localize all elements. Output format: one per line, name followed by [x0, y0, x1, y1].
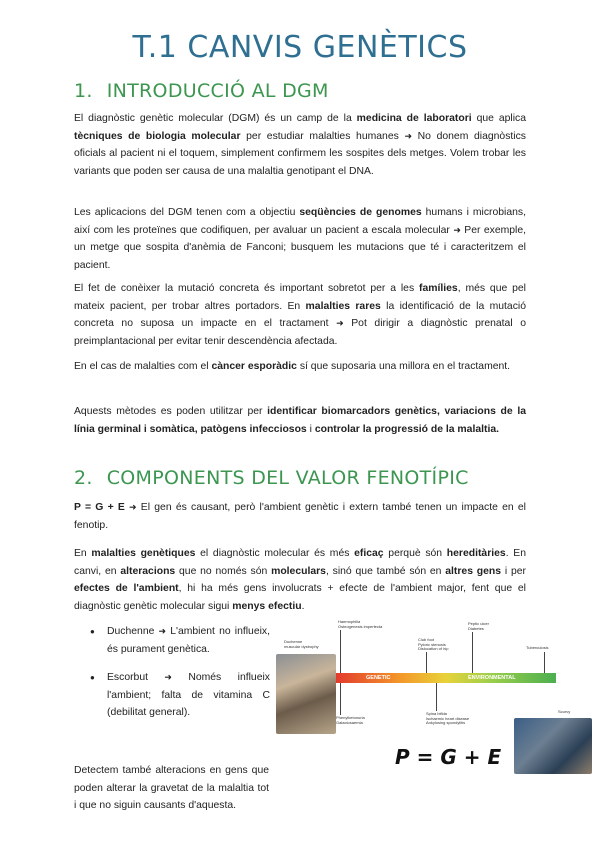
label-haemophilia: Haemophilia Osteogenesis imperfecta [338, 619, 383, 629]
section-1-title: INTRODUCCIÓ AL DGM [106, 80, 329, 102]
genetic-environmental-figure [276, 618, 592, 748]
section-2-title: COMPONENTS DEL VALOR FENOTÍPIC [106, 467, 469, 489]
arrow-icon: ➜ [158, 626, 167, 636]
examples-list [90, 623, 270, 733]
label-peptic-ulcer: Peptic ulcer Diabetes [468, 621, 489, 631]
label-duchenne: Duchenne muscular dystrophy [284, 639, 319, 649]
list-item: ● Duchenne ➜ L'ambient no influeix, és purament genètica. [90, 623, 270, 658]
phenotype-paragraph-1: P = G + E ➜ El gen és causant, però l'ambient genètic i extern també tenen un impacte en el fenotip. [74, 502, 526, 531]
wheelchair-photo [276, 654, 336, 734]
arrow-icon: ➜ [129, 502, 137, 512]
bar-label-environmental: ENVIRONMENTAL [468, 675, 516, 681]
label-scurvy: Scurvy [558, 709, 571, 714]
phenotype-paragraph-3: Detectem també alteracions en gens que poden alterar la gravetat de la malaltia tot i que no siguin causants d'aquesta. [74, 765, 269, 812]
section-1-number: 1. [74, 80, 93, 102]
arrow-icon: ➜ [164, 672, 172, 683]
label-club-foot: Club foot Pyloric stenosis Dislocation of hip [418, 637, 449, 652]
intro-paragraph-2: Les aplicacions del DGM tenen com a objectiu seqüències de genomes humans i microbians, així com les proteïnes que codifiquen, per avaluar un pacient a escala molecular ➜ Per exemple, un metge que sospita d'anèmia de Fanconi; busquem les mutacions que té i caracteritzem el pacient. [74, 207, 527, 271]
equation-p-g-e: P = G + E [395, 745, 502, 769]
arrow-icon: ➜ [336, 318, 344, 329]
section-2-number: 2. [74, 467, 93, 489]
page-title: T.1 CANVIS GENÈTICS [132, 30, 468, 65]
tick-phenylketonuria [340, 683, 341, 715]
tick-haemophilia [340, 630, 341, 673]
label-tuberculosis: Tuberculosis [526, 645, 549, 650]
phenotype-paragraph-2: En malalties genètiques el diagnòstic molecular és més eficaç perquè són hereditàries. En canvi, en alteracions que no només són moleculars, sinó que també són en altres gens i per efectes de l'ambient, hi ha més gens involucrats + efecte de l'ambient major, fent que el diagnòstic genètic molecular sigui menys efectiu. [74, 548, 527, 612]
tick-spina-bifida [436, 683, 437, 711]
section-1-heading [74, 80, 329, 102]
tick-tuberculosis [544, 652, 545, 673]
intro-paragraph-4: En el cas de malalties com el càncer esporàdic sí que suposaria una millora en el tractament. [74, 361, 511, 372]
genetic-environmental-bar [336, 673, 556, 683]
bar-label-genetic: GENETIC [366, 675, 391, 681]
arrow-icon: ➜ [453, 224, 461, 235]
label-spina-bifida: Spina bifida Ischaemic heart disease Ankylosing spondylitis [426, 711, 470, 726]
intro-paragraph-1: El diagnòstic genètic molecular (DGM) és un camp de la medicina de laboratori que aplica tècniques de biologia molecular per estudiar malalties humanes ➜ No donem diagnòstics oficials al pacient ni el toquem, simplement confirmem les sospites dels metges. Volem trobar les variants que poden ser causa de una malaltia genotipant el DNA. [74, 113, 526, 177]
section-2-heading [74, 467, 469, 489]
intro-paragraph-5: Aquests mètodes es poden utilitzar per identificar biomarcadors genètics, variacions de la línia germinal i somàtica, patògens infecciosos i controlar la progressió de la malaltia. [74, 406, 526, 435]
intro-paragraph-3: El fet de conèixer la mutació concreta és important sobretot per a les famílies, més que pel mateix pacient, per trobar altres portadors. En malalties rares la identificació de la mutació concreta no suposa un impacte en el tractament ➜ Pot dirigir a diagnòstic prenatal o preimplantacional per evitar tenir descendència afectada. [74, 283, 526, 347]
scurvy-photo [514, 718, 592, 774]
arrow-icon: ➜ [404, 130, 412, 141]
label-phenylketonuria: Phenylketonuria Galactosaemia [336, 715, 365, 725]
tick-peptic-ulcer [472, 632, 473, 673]
list-item: ● Escorbut ➜ Només influeix l'ambient; falta de vitamina C (debilitat general). [90, 669, 270, 722]
tick-club-foot [426, 652, 427, 673]
